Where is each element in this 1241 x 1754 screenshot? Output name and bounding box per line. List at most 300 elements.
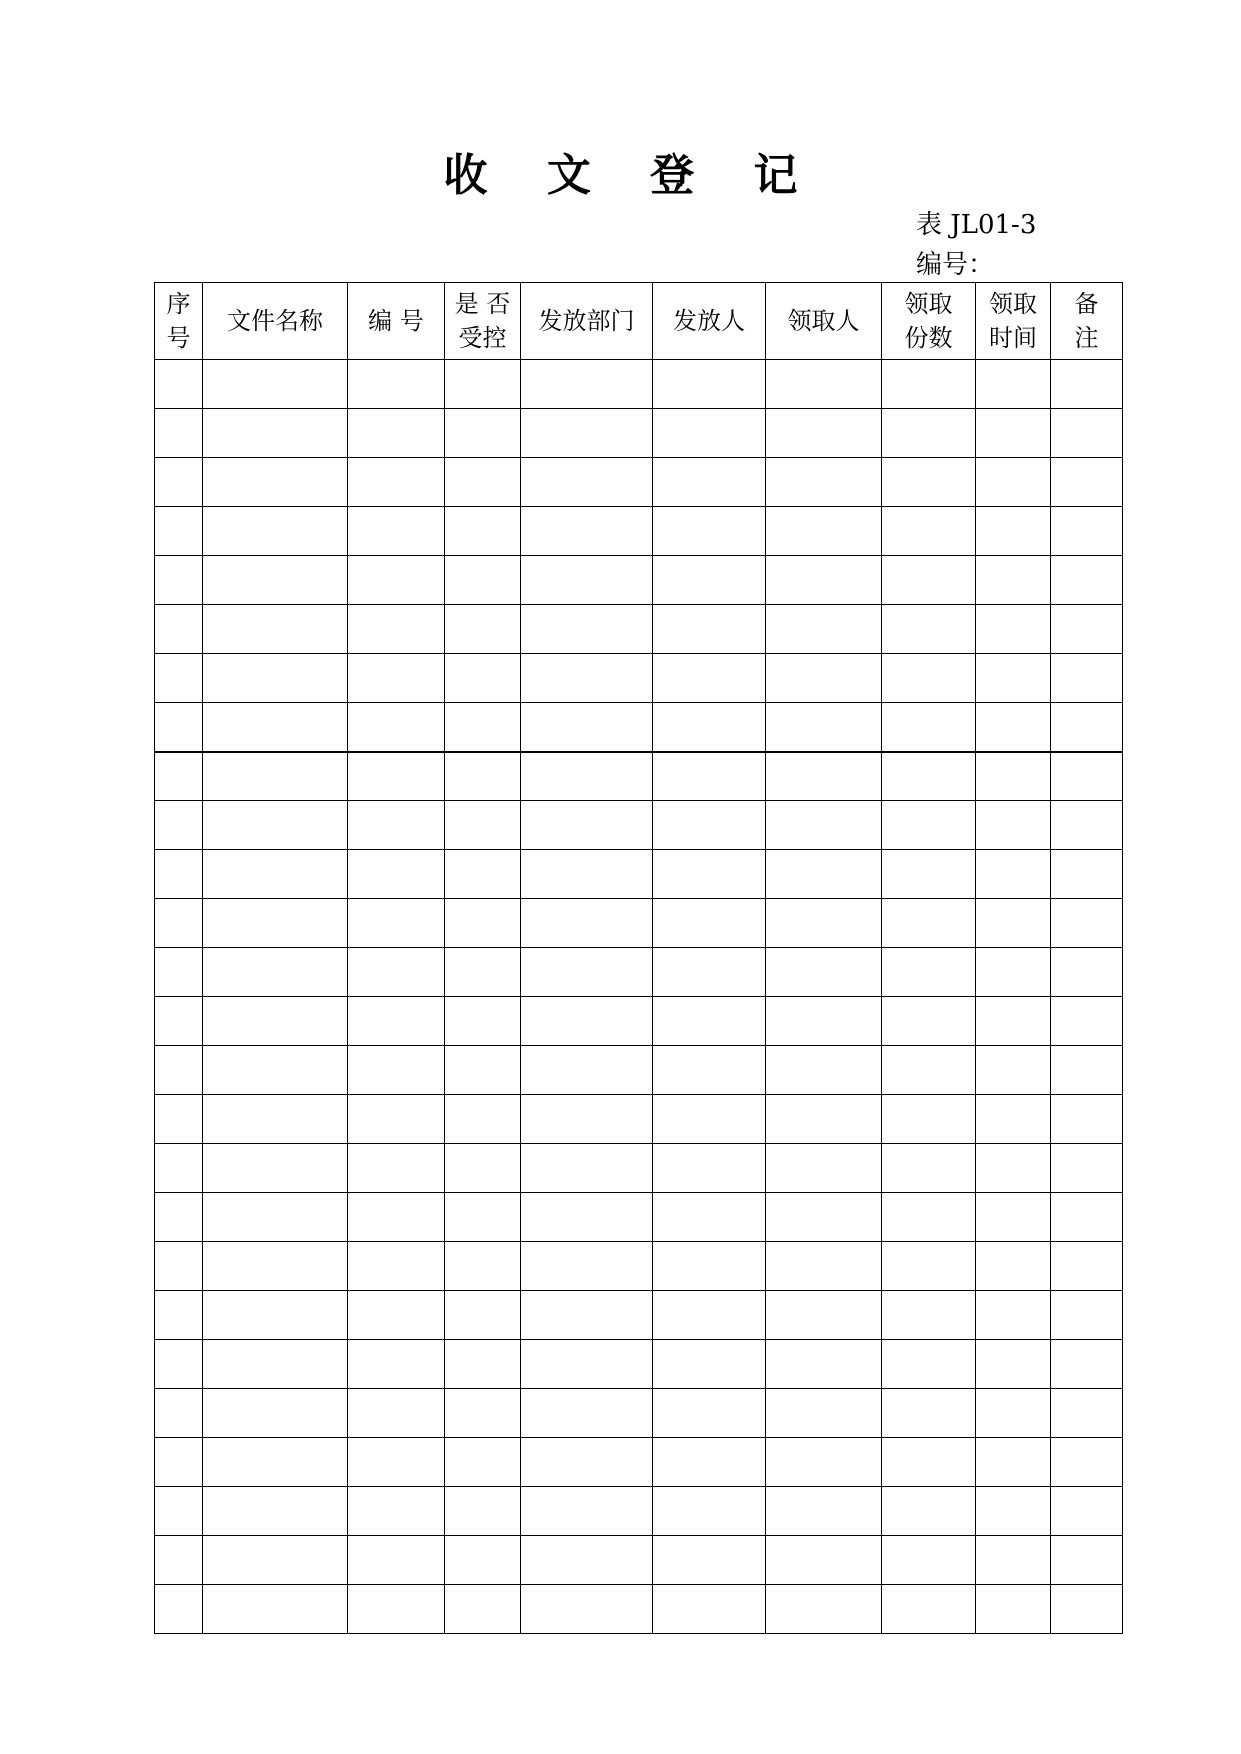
header-document-number: 编 号 [348,283,445,360]
header-receipt-time: 领取 时间 [976,283,1051,360]
table-cell[interactable] [445,458,521,507]
table-cell[interactable] [766,1340,882,1389]
table-cell[interactable] [203,1487,348,1536]
table-cell[interactable] [1051,1585,1123,1634]
table-cell[interactable] [882,1291,976,1340]
table-cell[interactable] [1051,752,1123,801]
table-cell[interactable] [348,1291,445,1340]
table-row [155,752,1123,801]
table-cell[interactable] [155,899,203,948]
table-cell[interactable] [1051,948,1123,997]
table-cell[interactable] [445,556,521,605]
table-cell[interactable] [1051,1291,1123,1340]
table-cell[interactable] [653,556,766,605]
table-cell[interactable] [766,1046,882,1095]
table-cell[interactable] [445,1291,521,1340]
table-cell[interactable] [766,1095,882,1144]
table-cell[interactable] [1051,899,1123,948]
table-cell[interactable] [203,360,348,409]
table-cell[interactable] [882,458,976,507]
table-cell[interactable] [348,997,445,1046]
table-cell[interactable] [348,409,445,458]
table-cell[interactable] [155,458,203,507]
table-cell[interactable] [348,507,445,556]
table-cell[interactable] [882,1095,976,1144]
table-cell[interactable] [976,507,1051,556]
table-cell[interactable] [882,899,976,948]
table-row [155,654,1123,703]
table-cell[interactable] [1051,654,1123,703]
table-cell[interactable] [445,654,521,703]
register-body [155,360,1123,1634]
table-cell[interactable] [1051,1340,1123,1389]
table-cell[interactable] [203,1242,348,1291]
table-cell[interactable] [882,948,976,997]
table-cell[interactable] [155,1291,203,1340]
page-title: 收 文 登 记 [443,150,820,201]
table-row [155,458,1123,507]
table-cell[interactable] [445,1487,521,1536]
table-cell[interactable] [882,850,976,899]
table-cell[interactable] [976,1291,1051,1340]
table-cell[interactable] [203,1536,348,1585]
table-cell[interactable] [653,948,766,997]
table-cell[interactable] [766,556,882,605]
table-cell[interactable] [155,409,203,458]
table-cell[interactable] [882,1487,976,1536]
table-cell[interactable] [882,1585,976,1634]
table-cell[interactable] [155,605,203,654]
table-cell[interactable] [1051,1536,1123,1585]
table-cell[interactable] [882,1193,976,1242]
table-cell[interactable] [445,1144,521,1193]
table-cell[interactable] [766,752,882,801]
table-cell[interactable] [976,1438,1051,1487]
table-cell[interactable] [1051,556,1123,605]
document-number-label: 编号： [916,250,995,280]
header-copies-received: 领取 份数 [882,283,976,360]
table-cell[interactable] [348,752,445,801]
table-cell[interactable] [203,458,348,507]
table-cell[interactable] [203,1046,348,1095]
receipt-register-table [154,282,1123,1634]
table-cell[interactable] [766,948,882,997]
table-cell[interactable] [445,1046,521,1095]
table-cell[interactable] [976,605,1051,654]
table-cell[interactable] [976,360,1051,409]
table-cell[interactable] [976,409,1051,458]
table-row [155,1340,1123,1389]
table-cell[interactable] [348,1438,445,1487]
table-cell[interactable] [882,1242,976,1291]
table-cell[interactable] [766,899,882,948]
table-cell[interactable] [882,360,976,409]
table-cell[interactable] [653,752,766,801]
table-cell[interactable] [1051,360,1123,409]
table-cell[interactable] [882,997,976,1046]
table-cell[interactable] [348,703,445,752]
table-cell[interactable] [203,1340,348,1389]
table-cell[interactable] [976,1389,1051,1438]
table-row [155,1438,1123,1487]
table-cell[interactable] [155,1242,203,1291]
table-cell[interactable] [653,1389,766,1438]
table-cell[interactable] [348,556,445,605]
table-cell[interactable] [445,899,521,948]
table-cell[interactable] [766,703,882,752]
table-cell[interactable] [976,1585,1051,1634]
table-cell[interactable] [521,1438,653,1487]
table-cell[interactable] [348,801,445,850]
table-cell[interactable] [1051,703,1123,752]
table-cell[interactable] [882,605,976,654]
table-cell[interactable] [882,1340,976,1389]
table-cell[interactable] [1051,458,1123,507]
table-cell[interactable] [445,703,521,752]
table-cell[interactable] [521,556,653,605]
table-cell[interactable] [1051,1487,1123,1536]
table-cell[interactable] [1051,507,1123,556]
table-cell[interactable] [348,1046,445,1095]
table-cell[interactable] [882,1536,976,1585]
table-row [155,1095,1123,1144]
table-cell[interactable] [521,1487,653,1536]
table-cell[interactable] [348,1585,445,1634]
table-cell[interactable] [653,654,766,703]
table-cell[interactable] [653,1242,766,1291]
table-cell[interactable] [521,1291,653,1340]
table-cell[interactable] [203,899,348,948]
table-cell[interactable] [521,605,653,654]
table-cell[interactable] [1051,1046,1123,1095]
table-cell[interactable] [348,1389,445,1438]
table-cell[interactable] [976,654,1051,703]
table-cell[interactable] [445,409,521,458]
table-cell[interactable] [521,997,653,1046]
table-cell[interactable] [521,1389,653,1438]
table-cell[interactable] [766,850,882,899]
table-cell[interactable] [1051,409,1123,458]
table-cell[interactable] [155,997,203,1046]
table-cell[interactable] [203,1144,348,1193]
table-cell[interactable] [445,1438,521,1487]
table-cell[interactable] [1051,801,1123,850]
table-cell[interactable] [203,850,348,899]
table-row [155,1193,1123,1242]
table-cell[interactable] [445,1340,521,1389]
table-cell[interactable] [653,409,766,458]
table-cell[interactable] [521,1242,653,1291]
table-cell[interactable] [203,801,348,850]
table-cell[interactable] [1051,1242,1123,1291]
table-cell[interactable] [766,1585,882,1634]
table-row [155,1389,1123,1438]
table-cell[interactable] [155,703,203,752]
header-recipient: 领取人 [766,283,882,360]
table-cell[interactable] [882,556,976,605]
table-cell[interactable] [348,948,445,997]
table-cell[interactable] [653,1438,766,1487]
table-cell[interactable] [1051,1095,1123,1144]
header-issuing-department: 发放部门 [521,283,653,360]
table-cell[interactable] [766,1389,882,1438]
table-row [155,899,1123,948]
header-is-controlled: 是 否 受控 [445,283,521,360]
table-cell[interactable] [1051,1193,1123,1242]
table-cell[interactable] [521,507,653,556]
table-cell[interactable] [976,752,1051,801]
table-row [155,360,1123,409]
table-cell[interactable] [521,1585,653,1634]
table-cell[interactable] [882,1438,976,1487]
table-cell[interactable] [976,1536,1051,1585]
table-cell[interactable] [766,458,882,507]
table-cell[interactable] [445,507,521,556]
table-cell[interactable] [976,801,1051,850]
table-cell[interactable] [976,850,1051,899]
table-cell[interactable] [521,1193,653,1242]
table-cell[interactable] [976,556,1051,605]
table-row [155,1242,1123,1291]
table-cell[interactable] [653,507,766,556]
table-cell[interactable] [882,654,976,703]
table-cell[interactable] [521,801,653,850]
table-cell[interactable] [155,1438,203,1487]
table-cell[interactable] [348,1487,445,1536]
table-cell[interactable] [882,409,976,458]
table-cell[interactable] [155,1536,203,1585]
table-cell[interactable] [653,703,766,752]
table-cell[interactable] [521,1340,653,1389]
table-cell[interactable] [1051,1389,1123,1438]
table-cell[interactable] [1051,997,1123,1046]
table-cell[interactable] [653,1340,766,1389]
table-cell[interactable] [976,1144,1051,1193]
table-cell[interactable] [653,360,766,409]
table-cell[interactable] [976,1487,1051,1536]
table-cell[interactable] [203,752,348,801]
table-cell[interactable] [348,360,445,409]
table-cell[interactable] [155,1046,203,1095]
header-document-name: 文件名称 [203,283,348,360]
table-cell[interactable] [521,409,653,458]
table-cell[interactable] [155,752,203,801]
table-cell[interactable] [445,997,521,1046]
table-cell[interactable] [976,997,1051,1046]
table-cell[interactable] [445,1242,521,1291]
table-cell[interactable] [203,605,348,654]
table-cell[interactable] [203,703,348,752]
table-cell[interactable] [348,1242,445,1291]
table-row [155,1585,1123,1634]
table-cell[interactable] [445,605,521,654]
table-cell[interactable] [766,360,882,409]
table-cell[interactable] [653,605,766,654]
table-cell[interactable] [976,1095,1051,1144]
table-cell[interactable] [1051,1144,1123,1193]
table-cell[interactable] [155,1585,203,1634]
table-cell[interactable] [653,1193,766,1242]
table-cell[interactable] [203,507,348,556]
header-remarks: 备 注 [1051,283,1123,360]
table-cell[interactable] [521,899,653,948]
table-cell[interactable] [976,703,1051,752]
table-cell[interactable] [882,1389,976,1438]
table-cell[interactable] [1051,850,1123,899]
table-cell[interactable] [882,1046,976,1095]
table-row [155,1144,1123,1193]
table-cell[interactable] [348,654,445,703]
table-cell[interactable] [203,1193,348,1242]
table-cell[interactable] [155,1193,203,1242]
table-cell[interactable] [348,1193,445,1242]
table-cell[interactable] [882,507,976,556]
table-cell[interactable] [766,1536,882,1585]
table-cell[interactable] [203,997,348,1046]
form-code: 表 JL01-3 [916,210,1037,240]
table-cell[interactable] [348,899,445,948]
table-cell[interactable] [203,948,348,997]
table-cell[interactable] [521,654,653,703]
table-cell[interactable] [155,1389,203,1438]
table-cell[interactable] [155,801,203,850]
table-cell[interactable] [155,1487,203,1536]
table-cell[interactable] [445,752,521,801]
table-row [155,850,1123,899]
table-cell[interactable] [445,1095,521,1144]
table-cell[interactable] [155,507,203,556]
table-row [155,1487,1123,1536]
table-row [155,703,1123,752]
table-cell[interactable] [976,1046,1051,1095]
table-cell[interactable] [766,1144,882,1193]
table-cell[interactable] [653,1585,766,1634]
table-cell[interactable] [976,1242,1051,1291]
table-cell[interactable] [766,1291,882,1340]
header-row [155,283,1123,360]
table-cell[interactable] [766,409,882,458]
table-cell[interactable] [155,1095,203,1144]
table-cell[interactable] [766,1487,882,1536]
table-row [155,801,1123,850]
header-serial-number: 序 号 [155,283,203,360]
table-cell[interactable] [976,1340,1051,1389]
table-cell[interactable] [976,1193,1051,1242]
table-cell[interactable] [203,654,348,703]
table-cell[interactable] [653,1536,766,1585]
table-cell[interactable] [766,1242,882,1291]
table-cell[interactable] [155,654,203,703]
table-cell[interactable] [766,1438,882,1487]
table-cell[interactable] [348,1144,445,1193]
table-cell[interactable] [882,801,976,850]
table-cell[interactable] [653,1487,766,1536]
table-cell[interactable] [155,556,203,605]
table-cell[interactable] [766,507,882,556]
table-row [155,1291,1123,1340]
table-cell[interactable] [521,948,653,997]
table-cell[interactable] [653,997,766,1046]
table-row [155,948,1123,997]
table-cell[interactable] [653,801,766,850]
table-cell[interactable] [521,1144,653,1193]
table-row [155,605,1123,654]
table-cell[interactable] [976,948,1051,997]
table-cell[interactable] [521,458,653,507]
table-cell[interactable] [445,801,521,850]
table-cell[interactable] [155,850,203,899]
table-row [155,1046,1123,1095]
table-cell[interactable] [521,1046,653,1095]
table-row [155,409,1123,458]
table-cell[interactable] [521,1536,653,1585]
table-cell[interactable] [882,752,976,801]
table-cell[interactable] [1051,605,1123,654]
table-cell[interactable] [348,1340,445,1389]
table-cell[interactable] [348,458,445,507]
table-cell[interactable] [348,850,445,899]
table-cell[interactable] [653,1046,766,1095]
table-cell[interactable] [445,1389,521,1438]
table-cell[interactable] [521,1095,653,1144]
table-cell[interactable] [653,1095,766,1144]
header-issuer: 发放人 [653,283,766,360]
table-cell[interactable] [521,360,653,409]
table-cell[interactable] [521,752,653,801]
table-cell[interactable] [521,850,653,899]
table-cell[interactable] [653,899,766,948]
table-cell[interactable] [766,801,882,850]
table-row [155,556,1123,605]
table-cell[interactable] [203,1095,348,1144]
table-cell[interactable] [155,360,203,409]
table-cell[interactable] [766,605,882,654]
table-cell[interactable] [348,605,445,654]
table-cell[interactable] [445,850,521,899]
table-cell[interactable] [766,997,882,1046]
table-cell[interactable] [348,1095,445,1144]
table-cell[interactable] [445,1193,521,1242]
table-cell[interactable] [203,1291,348,1340]
table-cell[interactable] [653,1291,766,1340]
table-cell[interactable] [445,1536,521,1585]
table-cell[interactable] [766,1193,882,1242]
table-cell[interactable] [445,1585,521,1634]
table-cell[interactable] [882,1144,976,1193]
table-cell[interactable] [203,1389,348,1438]
table-cell[interactable] [882,703,976,752]
table-cell[interactable] [348,1536,445,1585]
table-cell[interactable] [445,360,521,409]
table-cell[interactable] [155,1340,203,1389]
table-cell[interactable] [445,948,521,997]
table-row [155,1536,1123,1585]
table-cell[interactable] [521,703,653,752]
table-cell[interactable] [155,948,203,997]
table-cell[interactable] [653,458,766,507]
table-cell[interactable] [976,899,1051,948]
table-cell[interactable] [203,556,348,605]
table-cell[interactable] [653,1144,766,1193]
table-cell[interactable] [203,1585,348,1634]
table-cell[interactable] [976,458,1051,507]
table-cell[interactable] [766,654,882,703]
table-cell[interactable] [653,850,766,899]
table-cell[interactable] [155,1144,203,1193]
table-cell[interactable] [203,409,348,458]
table-cell[interactable] [203,1438,348,1487]
table-cell[interactable] [1051,1438,1123,1487]
